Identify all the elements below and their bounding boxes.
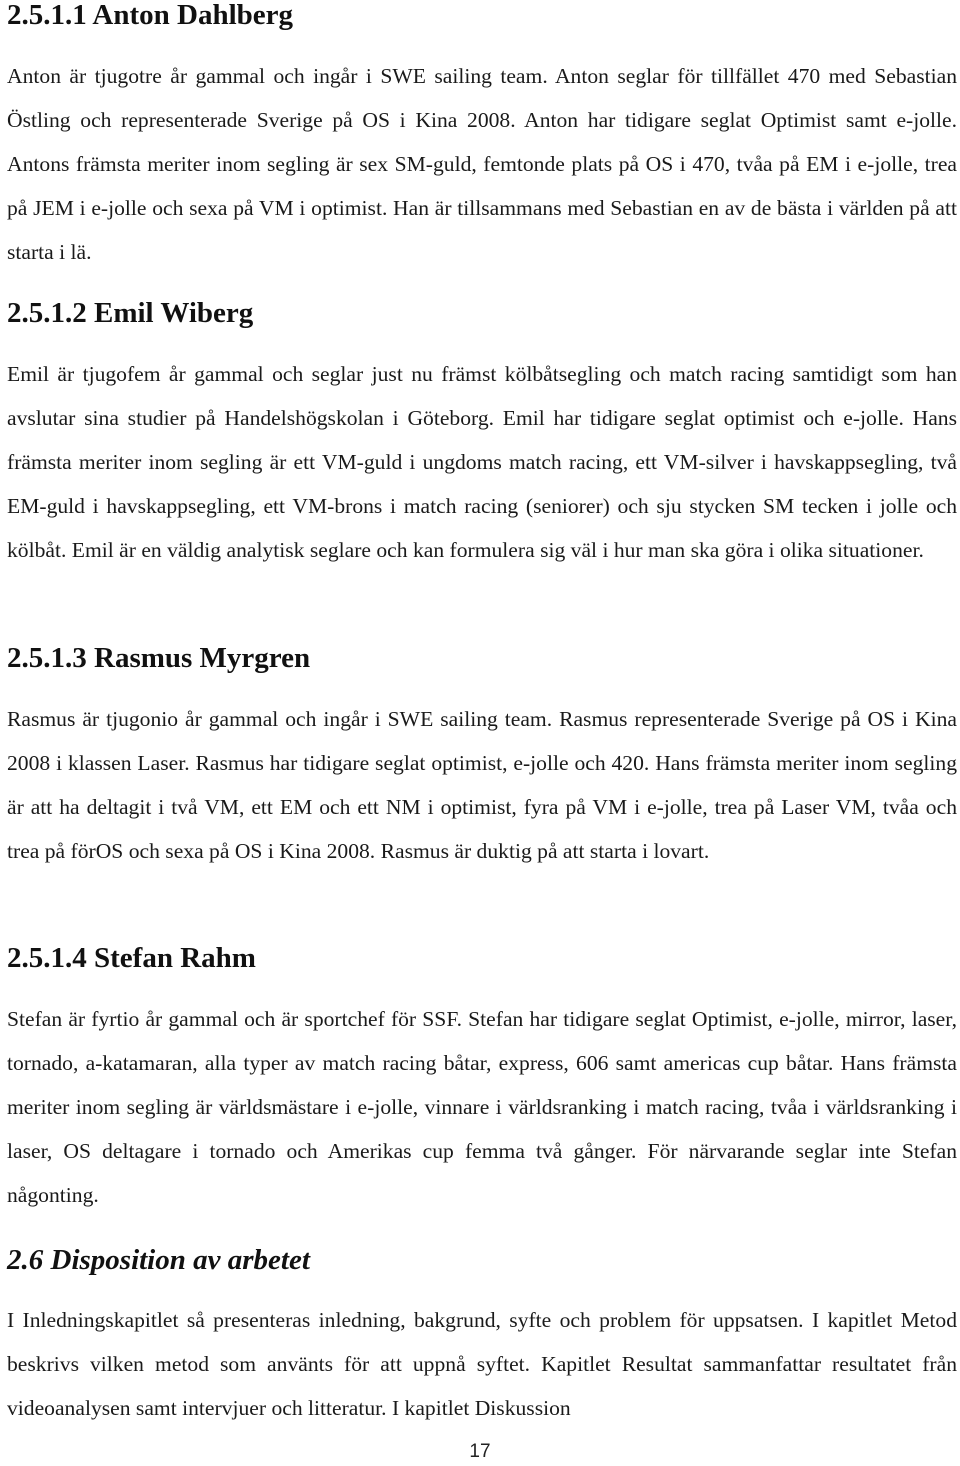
section-heading: 2.5.1.3 Rasmus Myrgren [7, 642, 311, 674]
section-paragraph: Stefan är fyrtio år gammal och är sportchef för SSF. Stefan har tidigare seglat Optimist, e-jolle, mirror, laser, tornado, a-katamaran, alla typer av match racing båtar, express, 606 samt americas cup båtar. Hans främsta meriter inom segling är världsmästare i e-jolle, vinnare i världsranking i match racing, tvåa i världsranking i laser, OS deltagare i tornado och Amerikas cup femma två gånger. För närvarande seglar inte Stefan någonting. [7, 1007, 957, 1207]
section-paragraph: Rasmus är tjugonio år gammal och ingår i SWE sailing team. Rasmus representerade Sverige på OS i Kina 2008 i klassen Laser. Rasmus har tidigare seglat optimist, e-jolle och 420. Hans främsta meriter inom segling är att ha deltagit i två VM, ett EM och ett NM i optimist, fyra på VM i e-jolle, trea på Laser VM, tvåa och trea på förOS och sexa på OS i Kina 2008. Rasmus är duktig på att starta i lovart. [7, 707, 957, 863]
page-number: 17 [469, 1441, 491, 1462]
section-heading: 2.6 Disposition av arbetet [7, 1244, 310, 1276]
section-paragraph: Emil är tjugofem år gammal och seglar just nu främst kölbåtsegling och match racing samtidigt som han avslutar sina studier på Handelshögskolan i Göteborg. Emil har tidigare seglat optimist och e-jolle. Hans främsta meriter inom segling är ett VM-guld i ungdoms match racing, ett VM-silver i havskappsegling, två EM-guld i havskappsegling, ett VM-brons i match racing (seniorer) och sju stycken SM tecken i jolle och kölbåt. Emil är en väldig analytisk seglare och kan formulera sig väl i hur man ska göra i olika situationer. [7, 362, 957, 562]
section-paragraph: Anton är tjugotre år gammal och ingår i SWE sailing team. Anton seglar för tillfället 470 med Sebastian Östling och representerade Sverige på OS i Kina 2008. Anton har tidigare seglat Optimist samt e-jolle. Antons främsta meriter inom segling är sex SM-guld, femtonde plats på OS i 470, tvåa på EM i e-jolle, trea på JEM i e-jolle och sexa på VM i optimist. Han är tillsammans med Sebastian en av de bästa i världen på att starta i lä. [7, 64, 957, 264]
section-emil-wiberg [7, 298, 957, 573]
section-stefan-rahm [7, 943, 957, 1218]
section-heading: 2.5.1.1 Anton Dahlberg [7, 0, 294, 31]
section-rasmus-myrgren [7, 643, 957, 874]
section-anton-dahlberg [7, 0, 957, 275]
section-disposition [7, 1245, 957, 1431]
section-heading: 2.5.1.4 Stefan Rahm [7, 942, 256, 974]
section-paragraph: I Inledningskapitlet så presenteras inledning, bakgrund, syfte och problem för uppsatsen. I kapitlet Metod beskrivs vilken metod som använts för att uppnå syftet. Kapitlet Resultat sammanfattar resultatet från videoanalysen samt intervjuer och litteratur. I kapitlet Diskussion [7, 1308, 957, 1420]
section-heading: 2.5.1.2 Emil Wiberg [7, 297, 254, 329]
